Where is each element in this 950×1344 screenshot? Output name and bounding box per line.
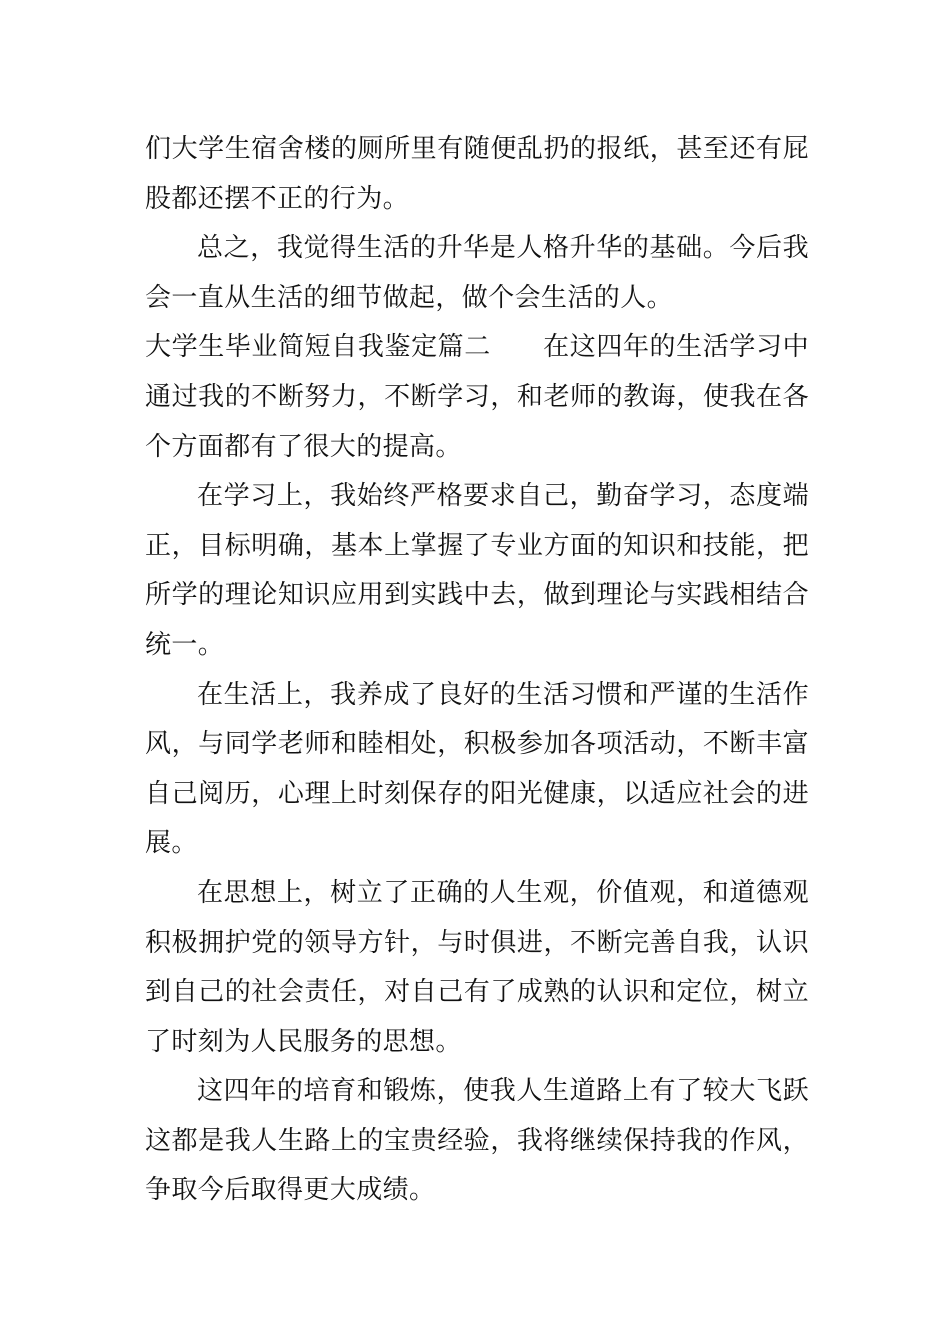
- paragraph-thought: 在思想上，树立了正确的人生观，价值观，和道德观积极拥护党的领导方针，与时俱进，不断完善自我，认识到自己的社会责任，对自己有了成熟的认识和定位，树立了时刻为人民服务的思想。: [145, 877, 809, 1057]
- paragraph-dormitory-behavior: 们大学生宿舍楼的厕所里有随便乱扔的报纸，甚至还有屁股都还摆不正的行为。: [145, 134, 809, 214]
- paragraph-life: 在生活上，我养成了良好的生活习惯和严谨的生活作风，与同学老师和睦相处，积极参加各项活动，不断丰富自己阅历，心理上时刻保存的阳光健康，以适应社会的进展。: [145, 679, 809, 859]
- paragraph-summary: 这四年的培育和锻炼，使我人生道路上有了较大飞跃这都是我人生路上的宝贵经验，我将继续保持我的作风，争取今后取得更大成绩。: [145, 1076, 809, 1206]
- document-body: [145, 125, 809, 1216]
- paragraph-study: 在学习上，我始终严格要求自己，勤奋学习，态度端正，目标明确，基本上掌握了专业方面的知识和技能，把所学的理论知识应用到实践中去，做到理论与实践相结合统一。: [145, 481, 809, 660]
- section-intro-text: 在这四年的生活学习中通过我的不断努力，不断学习，和老师的教诲，使我在各个方面都有了很大的提高。: [145, 332, 809, 462]
- section-title: 大学生毕业简短自我鉴定篇二: [145, 332, 491, 363]
- paragraph-section-two: [145, 323, 809, 472]
- paragraph-conclusion: 总之，我觉得生活的升华是人格升华的基础。今后我会一直从生活的细节做起，做个会生活的人。: [145, 233, 809, 313]
